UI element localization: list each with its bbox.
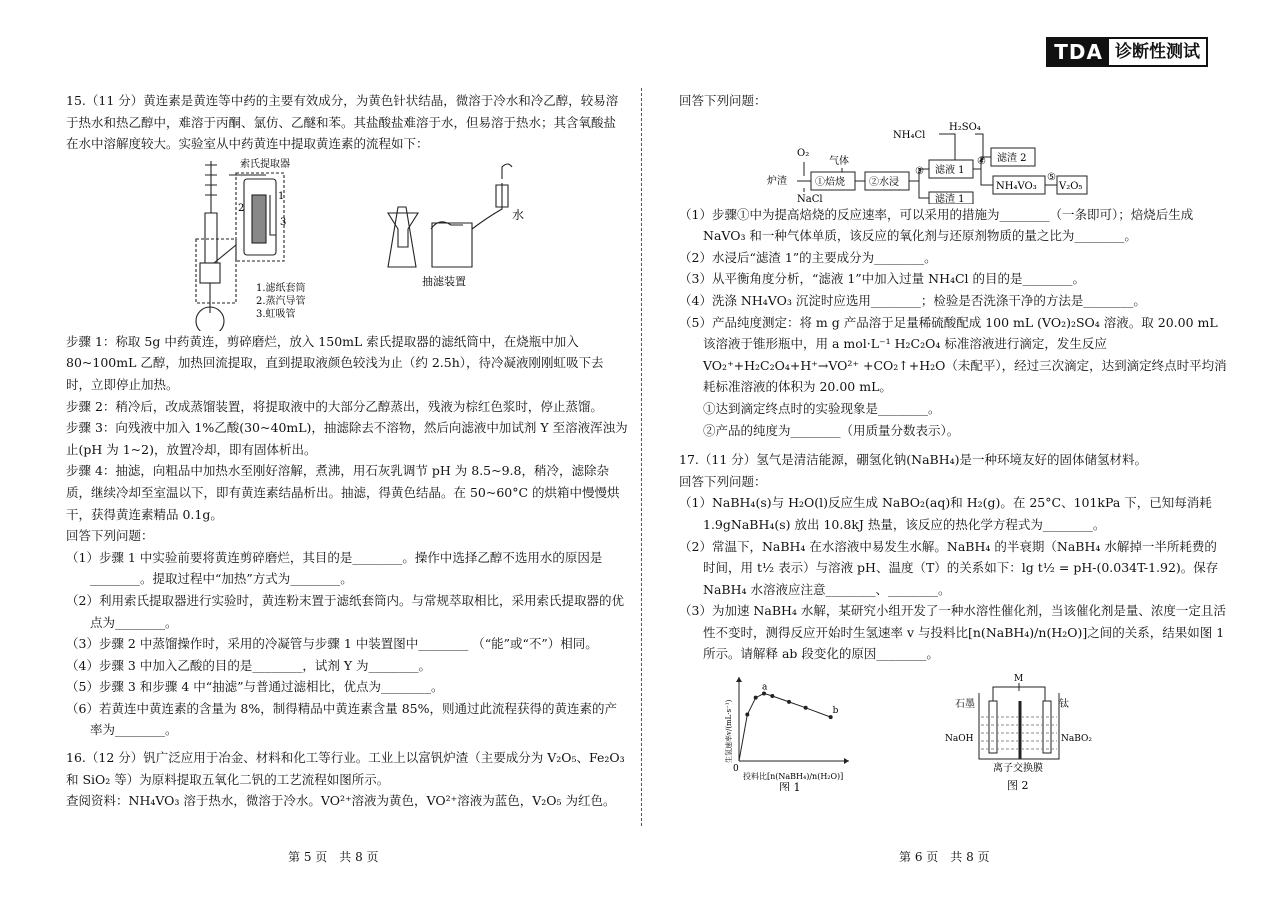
q16-reference: 查阅资料：NH₄VO₃ 溶于热水，微溶于冷水。VO²⁺溶液为黄色，VO²⁺溶液为蓝色，V₂O₅ 为红色。 [66, 793, 616, 809]
flow-step3: ③ [915, 165, 924, 177]
right-column [679, 90, 1227, 791]
q15-item-4: （4）步骤 3 中加入乙酸的目的是________，试剂 Y 为________。 [66, 657, 432, 673]
fig1-xlabel: 投料比[n(NaBH₄)/n(H₂O)] [743, 772, 844, 782]
q15-item-3: （3）步骤 2 中蒸馏操作时，采用的冷凝管与步骤 1 中装置图中________ （“能”或“不”）相同。 [66, 636, 598, 652]
fig1-label-a: a [762, 682, 768, 693]
flow-step5: ⑤ [1047, 171, 1056, 183]
fig1-data-point [754, 696, 758, 700]
q15-item-2: （2）利用索氏提取器进行实验时，黄连粉末置于滤纸套筒内。与常规萃取相比，采用索氏提取器的优点为________。 [66, 592, 624, 630]
soxhlet-legend-2: 2.蒸汽导管 [256, 295, 306, 307]
flow-step1: ①焙烧 [815, 176, 845, 188]
q17-item-1: （1）NaBH₄(s)与 H₂O(l)反应生成 NaBO₂(aq)和 H₂(g)。在 25°C、101kPa 下，已知每消耗 1.9gNaBH₄(s) 放出 10.8kJ 热量，该反应的热化学方程式为________。 [679, 495, 1212, 532]
q17-fig1-chart [679, 671, 879, 791]
soxhlet-title: 索氏提取器 [240, 158, 290, 170]
fig1-data-point [804, 706, 808, 710]
q15-apparatus-figure [66, 155, 628, 331]
q16-process-flowchart [679, 112, 1227, 204]
column-divider [641, 88, 642, 826]
fig1-data-point [787, 700, 791, 704]
q15-item-5: （5）步骤 3 和步骤 4 中“抽滤”与普通过滤相比，优点为________。 [66, 679, 444, 695]
q16-answer-prompt: 回答下列问题： [679, 93, 767, 108]
fig1-ylabel: 生氢速率v/(mL·s⁻¹) [725, 699, 733, 764]
q15-step2: 步骤 2：稍冷后，改成蒸馏装置，将提取液中的大部分乙醇蒸出，残液为棕红色浆时，停止蒸馏。 [66, 398, 603, 414]
fig2-left-electrode: 石墨 [955, 699, 975, 711]
fig2-left-solution: NaOH [945, 734, 974, 745]
filtration-water-label: 水 [512, 207, 525, 222]
flow-nh4cl: NH₄Cl [893, 129, 926, 141]
q17-item-3: （3）为加速 NaBH₄ 水解，某研究小组开发了一种水溶性催化剂，当该催化剂是量、浓度一定且活性不变时，测得反应开始时生氢速率 v 与投料比[n(NaBH₄)/n(H₂O)]之间的关系，结果如图 1 所示。请解释 ab 段变化的原因________。 [679, 603, 1226, 662]
q16-intro: 16.（12 分）钒广泛应用于冶金、材料和化工等行业。工业上以富钒炉渣（主要成分为 V₂O₅、Fe₂O₃ 和 SiO₂ 等）为原料提取五氧化二钒的工艺流程如图所示。 [66, 750, 625, 787]
fig2-caption: 图 2 [1007, 779, 1029, 792]
suction-filtration-diagram [388, 164, 512, 267]
flow-gas: 气体 [829, 155, 849, 167]
flow-filtrate1: 滤液 1 [935, 164, 965, 176]
filtration-caption: 抽滤装置 [422, 274, 466, 288]
fig1-data-point [770, 694, 774, 698]
q16-item-1: （1）步骤①中为提高焙烧的反应速率，可以采用的措施为________（一条即可）；焙烧后生成 NaVO₃ 和一种气体单质，该反应的氧化剂与还原剂物质的量之比为________。 [679, 206, 1194, 244]
fig1-origin: 0 [733, 764, 739, 775]
q16-subitem-1: ①达到滴定终点时的实验现象是________。 [703, 400, 941, 416]
flow-nacl: NaCl [797, 193, 823, 204]
q15-answer-prompt: 回答下列问题： [66, 528, 154, 544]
q16-item-2: （2）水浸后“滤渣 1”的主要成分为________。 [679, 249, 937, 265]
soxhlet-num-1: 1 [278, 190, 285, 202]
soxhlet-num-2: 2 [238, 202, 245, 214]
q15-item-1: （1）步骤 1 中实验前要将黄连剪碎磨烂，其目的是________。操作中选择乙醇不选用水的原因是________。提取过程中“加热”方式为________。 [66, 549, 603, 587]
q17-fig2-cell [919, 671, 1119, 791]
flow-v2o5: V₂O₅ [1059, 180, 1083, 192]
left-column [66, 90, 628, 812]
fig1-data-point [745, 713, 749, 717]
flow-step4: ④ [977, 155, 986, 167]
footer-page-left: 第 5 页 共 8 页 [288, 850, 379, 864]
flow-h2so4: H₂SO₄ [949, 121, 981, 133]
q17-figures [679, 671, 1227, 791]
q15-item-6: （6）若黄连中黄连素的含量为 8%，制得精品中黄连素含量 85%，则通过此流程获得的黄连素的产率为________。 [66, 700, 618, 738]
q17-answer-prompt: 回答下列问题： [679, 473, 767, 489]
flow-o2: O₂ [797, 147, 810, 159]
q15-step3: 步骤 3：向残液中加入 1%乙酸(30~40mL)，抽滤除去不溶物，然后向滤液中加试剂 Y 至溶液浑浊为止(pH 为 1~2)，放置冷却，即有固体析出。 [66, 420, 628, 457]
fig2-m: M [1014, 674, 1024, 685]
q15-intro: 15.（11 分）黄连素是黄连等中药的主要有效成分，为黄色针状结晶，微溶于冷水和冷乙醇，较易溶于热水和热乙醇中，难溶于丙酮、氯仿、乙醚和苯。其盐酸盐难溶于水，但易溶于热水；其含氧酸盐在水中溶解度较大。实验室从中药黄连中提取黄连素的流程如下： [66, 93, 619, 152]
fig1-series-line [739, 693, 831, 761]
flow-residue2: 滤渣 2 [997, 152, 1027, 164]
q16-subitem-2: ②产品的纯度为________（用质量分数表示）。 [703, 422, 960, 438]
q16-item-3: （3）从平衡角度分析，“滤液 1”中加入过量 NH₄Cl 的目的是________。 [679, 271, 1086, 287]
soxhlet-legend-1: 1.滤纸套筒 [256, 282, 306, 294]
q15-step4: 步骤 4：抽滤，向粗品中加热水至刚好溶解，煮沸，用石灰乳调节 pH 为 8.5~9.8，稍冷，滤除杂质，继续冷却至室温以下，即有黄连素结晶析出。抽滤，得黄色结晶。在 50~60°C 的烘箱中慢慢烘干，获得黄连素精品 0.1g。 [66, 463, 620, 522]
flow-residue1: 滤渣 1 [935, 193, 965, 204]
soxhlet-legend-3: 3.虹吸管 [256, 308, 296, 320]
q17-intro: 17.（11 分）氢气是清洁能源，硼氢化钠(NaBH₄)是一种环境友好的固体储氢材料。 [679, 452, 1148, 468]
fig2-right-solution: NaBO₂ [1061, 734, 1093, 745]
badge-title: 诊断性测试 [1115, 42, 1200, 62]
exam-badge [1046, 37, 1208, 67]
flow-nh4vo3: NH₄VO₃ [996, 180, 1037, 192]
badge-label: TDA [1048, 39, 1109, 65]
q17-item-2: （2）常温下，NaBH₄ 在水溶液中易发生水解。NaBH₄ 的半衰期（NaBH₄ 水解掉一半所耗费的时间，用 t½ 表示）与溶液 pH、温度（T）的关系如下：lg t½ = pH-(0.034T-1.92)。保存 NaBH₄ 水溶液应注意________、________。 [679, 538, 1219, 597]
q15-step1: 步骤 1：称取 5g 中药黄连，剪碎磨烂，放入 150mL 索氏提取器的滤纸筒中，在烧瓶中加入 80~100mL 乙醇，加热回流提取，直到提取液颜色较浅为止（约 2.5h），待冷凝液刚刚虹吸下去时，立即停止加热。 [66, 333, 604, 392]
fig1-label-b: b [832, 706, 839, 717]
soxhlet-num-3: 3 [280, 216, 287, 228]
flow-slag: 炉渣 [767, 175, 787, 187]
fig2-membrane: 离子交换膜 [993, 763, 1043, 775]
q16-item-5: （5）产品纯度测定：将 m g 产品溶于足量稀硫酸配成 100 mL (VO₂)₂SO₄ 溶液。取 20.00 mL 该溶液于锥形瓶中，用 a mol·L⁻¹ H₂C₂O₄ 标准溶液进行滴定，发生反应 VO₂⁺+H₂C₂O₄+H⁺→VO²⁺ +CO₂↑+H₂O（未配平），经过三次滴定，达到滴定终点时平均消耗标准溶液的体积为 20.00 mL。 [679, 314, 1227, 395]
q16-item-4: （4）洗涤 NH₄VO₃ 沉淀时应选用________；检验是否洗涤干净的方法是________。 [679, 292, 1146, 308]
flow-step2: ②水浸 [869, 176, 899, 188]
fig2-right-electrode: 钛 [1059, 699, 1069, 711]
fig1-caption: 图 1 [779, 781, 801, 792]
footer-page-right: 第 6 页 共 8 页 [899, 850, 990, 864]
